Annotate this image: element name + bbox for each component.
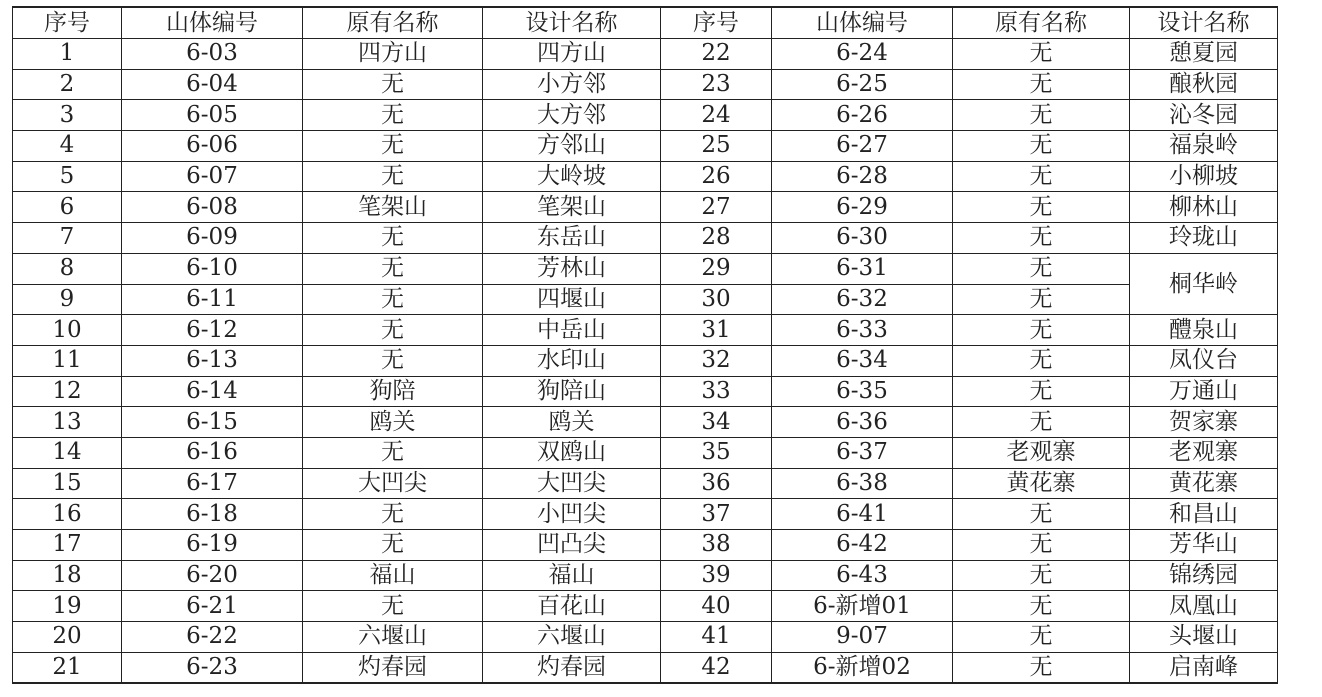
cell-index: 20 <box>13 622 122 653</box>
cell-mountain-code: 9-07 <box>772 622 953 653</box>
header-original-name: 原有名称 <box>303 7 483 39</box>
cell-mountain-code: 6-23 <box>122 652 303 683</box>
cell-original-name: 无 <box>953 192 1130 223</box>
cell-design-name: 东岳山 <box>483 223 661 254</box>
header-original-name: 原有名称 <box>953 7 1130 39</box>
cell-original-name: 无 <box>953 652 1130 683</box>
cell-mountain-code: 6-16 <box>122 437 303 468</box>
cell-design-name: 贺家寨 <box>1130 407 1278 438</box>
cell-index: 1 <box>13 39 122 70</box>
table-row <box>13 345 1278 376</box>
header-row <box>13 7 1278 39</box>
cell-original-name: 无 <box>303 223 483 254</box>
cell-design-name: 芳华山 <box>1130 530 1278 561</box>
cell-design-name: 鸥关 <box>483 407 661 438</box>
table-row <box>13 161 1278 192</box>
cell-index: 13 <box>13 407 122 438</box>
cell-mountain-code: 6-04 <box>122 69 303 100</box>
cell-original-name: 无 <box>303 161 483 192</box>
cell-mountain-code: 6-35 <box>772 376 953 407</box>
mountain-name-table <box>12 6 1278 684</box>
cell-original-name: 无 <box>953 560 1130 591</box>
table-row <box>13 315 1278 346</box>
cell-original-name: 黄花寨 <box>953 468 1130 499</box>
cell-mountain-code: 6-26 <box>772 100 953 131</box>
cell-mountain-code: 6-30 <box>772 223 953 254</box>
cell-mountain-code: 6-03 <box>122 39 303 70</box>
cell-mountain-code: 6-38 <box>772 468 953 499</box>
cell-mountain-code: 6-新增02 <box>772 652 953 683</box>
cell-design-name: 柳林山 <box>1130 192 1278 223</box>
cell-index: 19 <box>13 591 122 622</box>
cell-original-name: 无 <box>303 345 483 376</box>
table-row <box>13 253 1278 284</box>
cell-original-name: 无 <box>303 591 483 622</box>
cell-index: 37 <box>661 499 772 530</box>
cell-original-name: 无 <box>953 345 1130 376</box>
cell-index: 10 <box>13 315 122 346</box>
cell-index: 6 <box>13 192 122 223</box>
cell-design-name: 锦绣园 <box>1130 560 1278 591</box>
cell-index: 12 <box>13 376 122 407</box>
cell-original-name: 无 <box>953 530 1130 561</box>
cell-index: 30 <box>661 284 772 315</box>
cell-index: 25 <box>661 131 772 162</box>
header-design-name: 设计名称 <box>483 7 661 39</box>
cell-original-name: 无 <box>953 591 1130 622</box>
cell-design-name: 水印山 <box>483 345 661 376</box>
cell-mountain-code: 6-18 <box>122 499 303 530</box>
cell-index: 5 <box>13 161 122 192</box>
cell-original-name: 灼春园 <box>303 652 483 683</box>
cell-design-name: 大方邻 <box>483 100 661 131</box>
cell-mountain-code: 6-32 <box>772 284 953 315</box>
cell-mountain-code: 6-37 <box>772 437 953 468</box>
cell-design-name: 凤凰山 <box>1130 591 1278 622</box>
cell-design-name: 酿秋园 <box>1130 69 1278 100</box>
cell-design-name: 憩夏园 <box>1130 39 1278 70</box>
cell-index: 16 <box>13 499 122 530</box>
cell-design-name: 狗陪山 <box>483 376 661 407</box>
cell-design-name: 小方邻 <box>483 69 661 100</box>
cell-mountain-code: 6-08 <box>122 192 303 223</box>
cell-index: 2 <box>13 69 122 100</box>
cell-original-name: 无 <box>303 315 483 346</box>
cell-design-name: 沁冬园 <box>1130 100 1278 131</box>
cell-design-name: 启南峰 <box>1130 652 1278 683</box>
cell-design-name: 万通山 <box>1130 376 1278 407</box>
cell-index: 22 <box>661 39 772 70</box>
cell-design-name: 福泉岭 <box>1130 131 1278 162</box>
cell-mountain-code: 6-21 <box>122 591 303 622</box>
cell-original-name: 老观寨 <box>953 437 1130 468</box>
cell-mountain-code: 6-13 <box>122 345 303 376</box>
table-row <box>13 69 1278 100</box>
cell-original-name: 无 <box>953 131 1130 162</box>
cell-index: 33 <box>661 376 772 407</box>
table-row <box>13 39 1278 70</box>
cell-mountain-code: 6-36 <box>772 407 953 438</box>
table-row <box>13 560 1278 591</box>
table-row <box>13 499 1278 530</box>
cell-design-name: 中岳山 <box>483 315 661 346</box>
cell-mountain-code: 6-43 <box>772 560 953 591</box>
cell-design-name: 凤仪台 <box>1130 345 1278 376</box>
cell-design-name: 双鸥山 <box>483 437 661 468</box>
table-body <box>13 39 1278 684</box>
cell-design-name: 大岭坡 <box>483 161 661 192</box>
cell-mountain-code: 6-12 <box>122 315 303 346</box>
table-row <box>13 407 1278 438</box>
cell-index: 29 <box>661 253 772 284</box>
cell-mountain-code: 6-07 <box>122 161 303 192</box>
cell-mountain-code: 6-28 <box>772 161 953 192</box>
table-row <box>13 591 1278 622</box>
cell-design-name: 和昌山 <box>1130 499 1278 530</box>
cell-index: 4 <box>13 131 122 162</box>
header-index: 序号 <box>661 7 772 39</box>
cell-design-name: 灼春园 <box>483 652 661 683</box>
cell-original-name: 无 <box>953 622 1130 653</box>
cell-design-name: 百花山 <box>483 591 661 622</box>
cell-design-name: 玲珑山 <box>1130 223 1278 254</box>
cell-original-name: 无 <box>303 530 483 561</box>
header-index: 序号 <box>13 7 122 39</box>
cell-mountain-code: 6-11 <box>122 284 303 315</box>
cell-design-name: 芳林山 <box>483 253 661 284</box>
cell-mountain-code: 6-06 <box>122 131 303 162</box>
cell-mountain-code: 6-25 <box>772 69 953 100</box>
cell-mountain-code: 6-34 <box>772 345 953 376</box>
cell-original-name: 狗陪 <box>303 376 483 407</box>
cell-mountain-code: 6-41 <box>772 499 953 530</box>
cell-original-name: 无 <box>953 376 1130 407</box>
cell-mountain-code: 6-27 <box>772 131 953 162</box>
cell-mountain-code: 6-新增01 <box>772 591 953 622</box>
cell-design-name: 醴泉山 <box>1130 315 1278 346</box>
cell-original-name: 无 <box>953 315 1130 346</box>
cell-mountain-code: 6-17 <box>122 468 303 499</box>
cell-design-name: 笔架山 <box>483 192 661 223</box>
cell-original-name: 无 <box>303 131 483 162</box>
cell-mountain-code: 6-33 <box>772 315 953 346</box>
table-row <box>13 376 1278 407</box>
cell-index: 17 <box>13 530 122 561</box>
cell-design-name: 凹凸尖 <box>483 530 661 561</box>
cell-design-name: 桐华岭 <box>1130 253 1278 314</box>
cell-index: 14 <box>13 437 122 468</box>
cell-mountain-code: 6-24 <box>772 39 953 70</box>
cell-index: 27 <box>661 192 772 223</box>
cell-original-name: 无 <box>953 100 1130 131</box>
cell-design-name: 老观寨 <box>1130 437 1278 468</box>
cell-original-name: 无 <box>303 284 483 315</box>
cell-design-name: 大凹尖 <box>483 468 661 499</box>
table-row <box>13 622 1278 653</box>
cell-design-name: 福山 <box>483 560 661 591</box>
cell-index: 32 <box>661 345 772 376</box>
cell-mountain-code: 6-05 <box>122 100 303 131</box>
cell-design-name: 四堰山 <box>483 284 661 315</box>
cell-index: 8 <box>13 253 122 284</box>
cell-original-name: 福山 <box>303 560 483 591</box>
header-mountain-code: 山体编号 <box>122 7 303 39</box>
table-row <box>13 468 1278 499</box>
cell-index: 9 <box>13 284 122 315</box>
cell-mountain-code: 6-22 <box>122 622 303 653</box>
cell-index: 23 <box>661 69 772 100</box>
cell-original-name: 无 <box>953 223 1130 254</box>
cell-mountain-code: 6-29 <box>772 192 953 223</box>
cell-index: 40 <box>661 591 772 622</box>
cell-original-name: 无 <box>953 161 1130 192</box>
cell-original-name: 无 <box>953 284 1130 315</box>
cell-index: 28 <box>661 223 772 254</box>
cell-index: 31 <box>661 315 772 346</box>
cell-original-name: 无 <box>953 69 1130 100</box>
mountain-name-table-container <box>12 6 1278 684</box>
header-design-name: 设计名称 <box>1130 7 1278 39</box>
cell-original-name: 无 <box>303 437 483 468</box>
cell-mountain-code: 6-20 <box>122 560 303 591</box>
table-row <box>13 652 1278 683</box>
cell-original-name: 笔架山 <box>303 192 483 223</box>
cell-original-name: 无 <box>303 253 483 284</box>
cell-mountain-code: 6-09 <box>122 223 303 254</box>
cell-mountain-code: 6-31 <box>772 253 953 284</box>
cell-design-name: 小柳坡 <box>1130 161 1278 192</box>
cell-index: 35 <box>661 437 772 468</box>
cell-original-name: 大凹尖 <box>303 468 483 499</box>
cell-mountain-code: 6-42 <box>772 530 953 561</box>
cell-index: 21 <box>13 652 122 683</box>
header-mountain-code: 山体编号 <box>772 7 953 39</box>
cell-index: 11 <box>13 345 122 376</box>
table-row <box>13 131 1278 162</box>
cell-index: 26 <box>661 161 772 192</box>
cell-original-name: 无 <box>953 499 1130 530</box>
cell-index: 42 <box>661 652 772 683</box>
table-row <box>13 437 1278 468</box>
cell-mountain-code: 6-15 <box>122 407 303 438</box>
cell-original-name: 无 <box>953 407 1130 438</box>
cell-index: 15 <box>13 468 122 499</box>
cell-original-name: 鸥关 <box>303 407 483 438</box>
cell-mountain-code: 6-14 <box>122 376 303 407</box>
cell-original-name: 六堰山 <box>303 622 483 653</box>
cell-original-name: 无 <box>953 39 1130 70</box>
cell-index: 39 <box>661 560 772 591</box>
cell-mountain-code: 6-19 <box>122 530 303 561</box>
cell-design-name: 六堰山 <box>483 622 661 653</box>
cell-design-name: 小凹尖 <box>483 499 661 530</box>
cell-original-name: 无 <box>303 69 483 100</box>
cell-design-name: 黄花寨 <box>1130 468 1278 499</box>
cell-mountain-code: 6-10 <box>122 253 303 284</box>
cell-original-name: 无 <box>303 100 483 131</box>
cell-index: 7 <box>13 223 122 254</box>
cell-original-name: 无 <box>303 499 483 530</box>
cell-index: 38 <box>661 530 772 561</box>
cell-index: 18 <box>13 560 122 591</box>
cell-index: 41 <box>661 622 772 653</box>
cell-index: 34 <box>661 407 772 438</box>
cell-original-name: 四方山 <box>303 39 483 70</box>
cell-index: 24 <box>661 100 772 131</box>
cell-index: 3 <box>13 100 122 131</box>
cell-design-name: 四方山 <box>483 39 661 70</box>
cell-index: 36 <box>661 468 772 499</box>
table-row <box>13 192 1278 223</box>
table-row <box>13 284 1278 315</box>
cell-design-name: 头堰山 <box>1130 622 1278 653</box>
table-row <box>13 530 1278 561</box>
table-row <box>13 223 1278 254</box>
table-row <box>13 100 1278 131</box>
cell-original-name: 无 <box>953 253 1130 284</box>
cell-design-name: 方邻山 <box>483 131 661 162</box>
